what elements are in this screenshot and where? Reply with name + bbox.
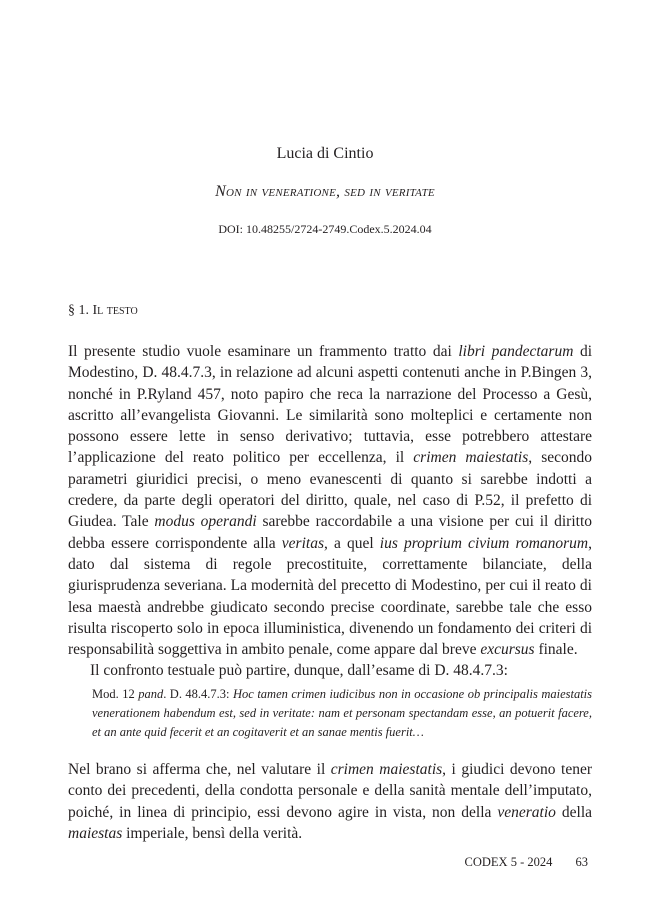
- block-quote: [92, 685, 592, 742]
- paragraph-3: [68, 759, 592, 844]
- author-name: Lucia di Cintio: [276, 145, 374, 162]
- quote-run: . D. 48.4.7.3:: [163, 687, 234, 701]
- paragraph1-run: , a quel: [323, 534, 380, 552]
- section-number: § 1.: [68, 303, 89, 318]
- paragraph1-run: modus operandi: [154, 513, 257, 531]
- paragraph1-run: libri pandectarum: [458, 343, 574, 360]
- paragraph1-run: crimen maiestatis: [413, 449, 529, 467]
- page-number: 63: [575, 855, 588, 869]
- paragraph3-run: veneratio: [497, 803, 556, 821]
- paragraph3-run: imperiale, bensì della verità.: [122, 824, 303, 842]
- quote-run: pand: [138, 687, 164, 701]
- body-text-continued: [68, 759, 592, 844]
- paragraph1-run: sarebbe raccordabile a una visione per cui il diritto debba essere corrispondente alla: [68, 513, 592, 552]
- paragraph3-run: Nel brano si afferma che, nel valutare il: [68, 761, 331, 778]
- paragraph1-run: di Modestino, D. 48.4.7.3, in relazione ad alcuni aspetti contenuti anche in P.Bingen 3, nonché in P.Ryland 457, noto papiro che reca la narrazione del Processo a Gesù, ascritto all’evangelista Giovanni. Le similarità sono molteplici e certamente non possono essere lette in senso derivativo; tuttavia, esse potrebbero attestare l’applicazione del reato politico per eccellenza, il: [68, 343, 592, 467]
- paragraph3-run: crimen maiestatis: [330, 761, 443, 778]
- quote-run: Mod. 12: [92, 687, 139, 701]
- journal-issue: CODEX 5 - 2024: [464, 855, 553, 869]
- page-footer: [465, 855, 588, 870]
- paragraph1-run: veritas: [281, 534, 324, 552]
- quote-text: [92, 685, 592, 742]
- paragraph1-run: ius proprium civium romanorum: [379, 534, 589, 552]
- paragraph-2: Il confronto testuale può partire, dunque, dall’esame di D. 48.4.7.3:: [90, 662, 508, 680]
- section-heading: [68, 303, 138, 319]
- paragraph-1: [68, 341, 592, 660]
- quote-run: Hoc tamen crimen iudicibus non in occasione ob principalis maiestatis venerationem habendum est, sed in veritate: nam et personam spectandam esse, an potuerit facere, et an ante quid fecerit et an cogitaverit et an sanae mentis fuerit…: [92, 687, 593, 739]
- paragraph1-run: finale.: [534, 641, 578, 659]
- paragraph1-run: , secondo parametri giuridici precisi, o meno evanescenti di quanto si sarebbe indotti a credere, da parte degli operatori del diritto, quale, nel caso di P.52, il prefetto di Giudea. Tale: [68, 449, 592, 531]
- paragraph3-run: , i giudici devono tener conto dei precedenti, della condotta personale e della sanità mentale dell’imputato, poiché, in linea di principio, essi devono agire in vista, non della: [68, 761, 592, 821]
- paragraph1-run: , dato dal sistema di regole precostituite, correttamente bilanciate, della giurisprudenza severiana. La modernità del precetto di Modestino, per cui il reato di lesa maestà andrebbe giudicato secondo precise coordinate, sarebbe tale che esso risulta riscoperto solo in epoca illuministica, divenendo un fondamento dei criteri di responsabilità soggettiva in ambito penale, come appare dal breve: [68, 534, 592, 659]
- paragraph3-run: della: [555, 803, 592, 821]
- paragraph1-run: excursus: [480, 641, 535, 659]
- section-title: Il testo: [92, 303, 138, 318]
- paragraph3-run: maiestas: [68, 824, 123, 842]
- article-title: Non in veneratione, sed in veritate: [215, 183, 435, 200]
- doi: DOI: 10.48255/2724-2749.Codex.5.2024.04: [218, 222, 432, 236]
- paragraph1-run: Il presente studio vuole esaminare un frammento tratto dai: [68, 343, 459, 360]
- body-text: [68, 341, 592, 682]
